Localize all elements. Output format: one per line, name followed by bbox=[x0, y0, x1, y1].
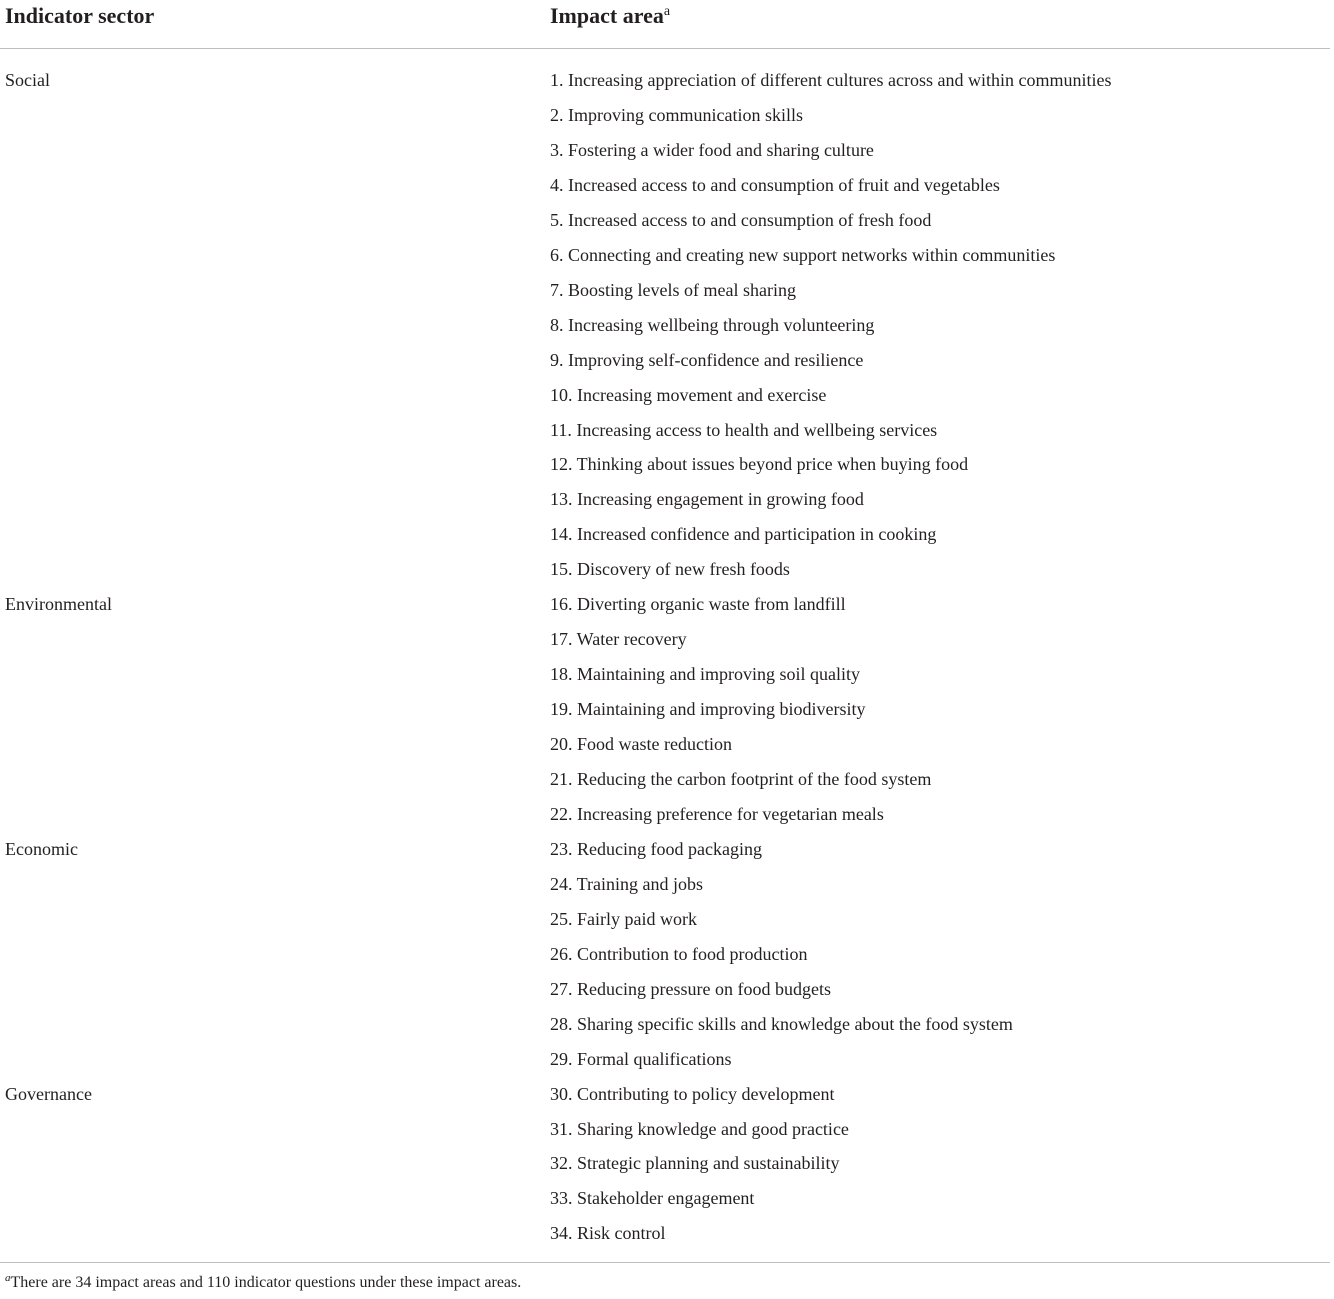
impact-area-cell: 29. Formal qualifications bbox=[550, 1048, 732, 1069]
table-row bbox=[0, 908, 1330, 943]
header-footnote-marker: a bbox=[663, 4, 671, 19]
impact-area-cell: 14. Increased confidence and participation in cooking bbox=[550, 524, 937, 545]
impact-area-cell: 11. Increasing access to health and wellbeing services bbox=[550, 419, 938, 440]
table-row bbox=[0, 244, 1330, 279]
table-row bbox=[0, 628, 1330, 663]
table-row bbox=[0, 698, 1330, 733]
impact-area-cell: 15. Discovery of new fresh foods bbox=[550, 559, 790, 580]
impact-area-cell: 3. Fostering a wider food and sharing culture bbox=[550, 139, 874, 160]
impact-area-cell: 24. Training and jobs bbox=[550, 873, 704, 894]
table-row bbox=[0, 139, 1330, 174]
table-footnote bbox=[5, 1273, 521, 1293]
footnote-marker: a bbox=[5, 1272, 11, 1284]
table-row bbox=[0, 174, 1330, 209]
table-row bbox=[0, 1187, 1330, 1222]
table-row bbox=[0, 1083, 1330, 1118]
header-impact-area bbox=[550, 2, 670, 30]
impact-area-cell: 13. Increasing engagement in growing food bbox=[550, 489, 864, 510]
table-row bbox=[0, 314, 1330, 349]
table-row bbox=[0, 419, 1330, 454]
table-row bbox=[0, 1048, 1330, 1083]
impact-area-cell: 18. Maintaining and improving soil quality bbox=[550, 664, 860, 685]
impact-area-cell: 1. Increasing appreciation of different cultures across and within communities bbox=[550, 70, 1112, 90]
table-row bbox=[0, 593, 1330, 628]
impact-area-cell: 30. Contributing to policy development bbox=[550, 1083, 835, 1104]
impact-area-cell: 7. Boosting levels of meal sharing bbox=[550, 279, 796, 300]
impact-area-cell: 26. Contribution to food production bbox=[550, 943, 808, 964]
table-row bbox=[0, 803, 1330, 838]
table-row bbox=[0, 838, 1330, 873]
impact-area-cell: 25. Fairly paid work bbox=[550, 908, 697, 929]
impact-area-cell: 19. Maintaining and improving biodiversity bbox=[550, 699, 866, 720]
impact-area-cell: 33. Stakeholder engagement bbox=[550, 1188, 755, 1209]
impact-area-cell: 9. Improving self-confidence and resilience bbox=[550, 349, 864, 370]
table-row bbox=[0, 558, 1330, 593]
table-row bbox=[0, 523, 1330, 558]
table-row bbox=[0, 279, 1330, 314]
table-row bbox=[0, 209, 1330, 244]
table-row bbox=[0, 873, 1330, 908]
table-row bbox=[0, 1152, 1330, 1187]
table-row bbox=[0, 69, 1330, 104]
table-row bbox=[0, 943, 1330, 978]
table-header bbox=[0, 0, 1330, 49]
header-indicator-sector-label: Indicator sector bbox=[5, 3, 155, 28]
header-indicator-sector bbox=[5, 2, 154, 30]
impact-area-cell: 27. Reducing pressure on food budgets bbox=[550, 978, 831, 999]
table-bottom-rule bbox=[0, 1262, 1330, 1263]
footnote-text: There are 34 impact areas and 110 indicator questions under these impact areas. bbox=[10, 1274, 522, 1291]
table-row bbox=[0, 1013, 1330, 1048]
impact-area-cell: 21. Reducing the carbon footprint of the food system bbox=[550, 769, 932, 789]
impact-area-cell: 34. Risk control bbox=[550, 1223, 666, 1244]
impact-area-cell: 17. Water recovery bbox=[550, 629, 687, 650]
impact-area-cell: 2. Improving communication skills bbox=[550, 104, 803, 125]
impact-area-cell: 4. Increased access to and consumption of fruit and vegetables bbox=[550, 174, 1000, 195]
table-row bbox=[0, 1118, 1330, 1153]
table-row bbox=[0, 384, 1330, 419]
table-row bbox=[0, 488, 1330, 523]
indicator-sector-cell: Economic bbox=[5, 838, 78, 859]
indicator-sector-cell: Governance bbox=[5, 1083, 92, 1104]
impact-area-cell: 10. Increasing movement and exercise bbox=[550, 384, 827, 405]
indicator-sector-cell: Environmental bbox=[5, 594, 112, 615]
impact-area-cell: 32. Strategic planning and sustainability bbox=[550, 1153, 840, 1174]
table-row bbox=[0, 349, 1330, 384]
impact-area-cell: 6. Connecting and creating new support networks within communities bbox=[550, 244, 1056, 265]
impact-area-cell: 22. Increasing preference for vegetarian meals bbox=[550, 803, 884, 824]
table-row bbox=[0, 733, 1330, 768]
table-row bbox=[0, 663, 1330, 698]
impact-area-cell: 12. Thinking about issues beyond price when buying food bbox=[550, 454, 969, 475]
impact-area-cell: 20. Food waste reduction bbox=[550, 734, 732, 755]
table-row bbox=[0, 978, 1330, 1013]
impact-area-cell: 28. Sharing specific skills and knowledge about the food system bbox=[550, 1013, 1013, 1034]
indicator-sector-cell: Social bbox=[5, 70, 50, 90]
impact-area-cell: 31. Sharing knowledge and good practice bbox=[550, 1118, 849, 1139]
impact-area-cell: 23. Reducing food packaging bbox=[550, 838, 762, 859]
impact-area-cell: 16. Diverting organic waste from landfill bbox=[550, 594, 846, 615]
table-row bbox=[0, 1222, 1330, 1257]
table-row bbox=[0, 453, 1330, 488]
table-row bbox=[0, 768, 1330, 803]
impact-area-cell: 5. Increased access to and consumption of fresh food bbox=[550, 209, 932, 230]
table-row bbox=[0, 104, 1330, 139]
header-impact-area-label: Impact area bbox=[550, 3, 664, 28]
impact-area-cell: 8. Increasing wellbeing through volunteering bbox=[550, 314, 875, 335]
